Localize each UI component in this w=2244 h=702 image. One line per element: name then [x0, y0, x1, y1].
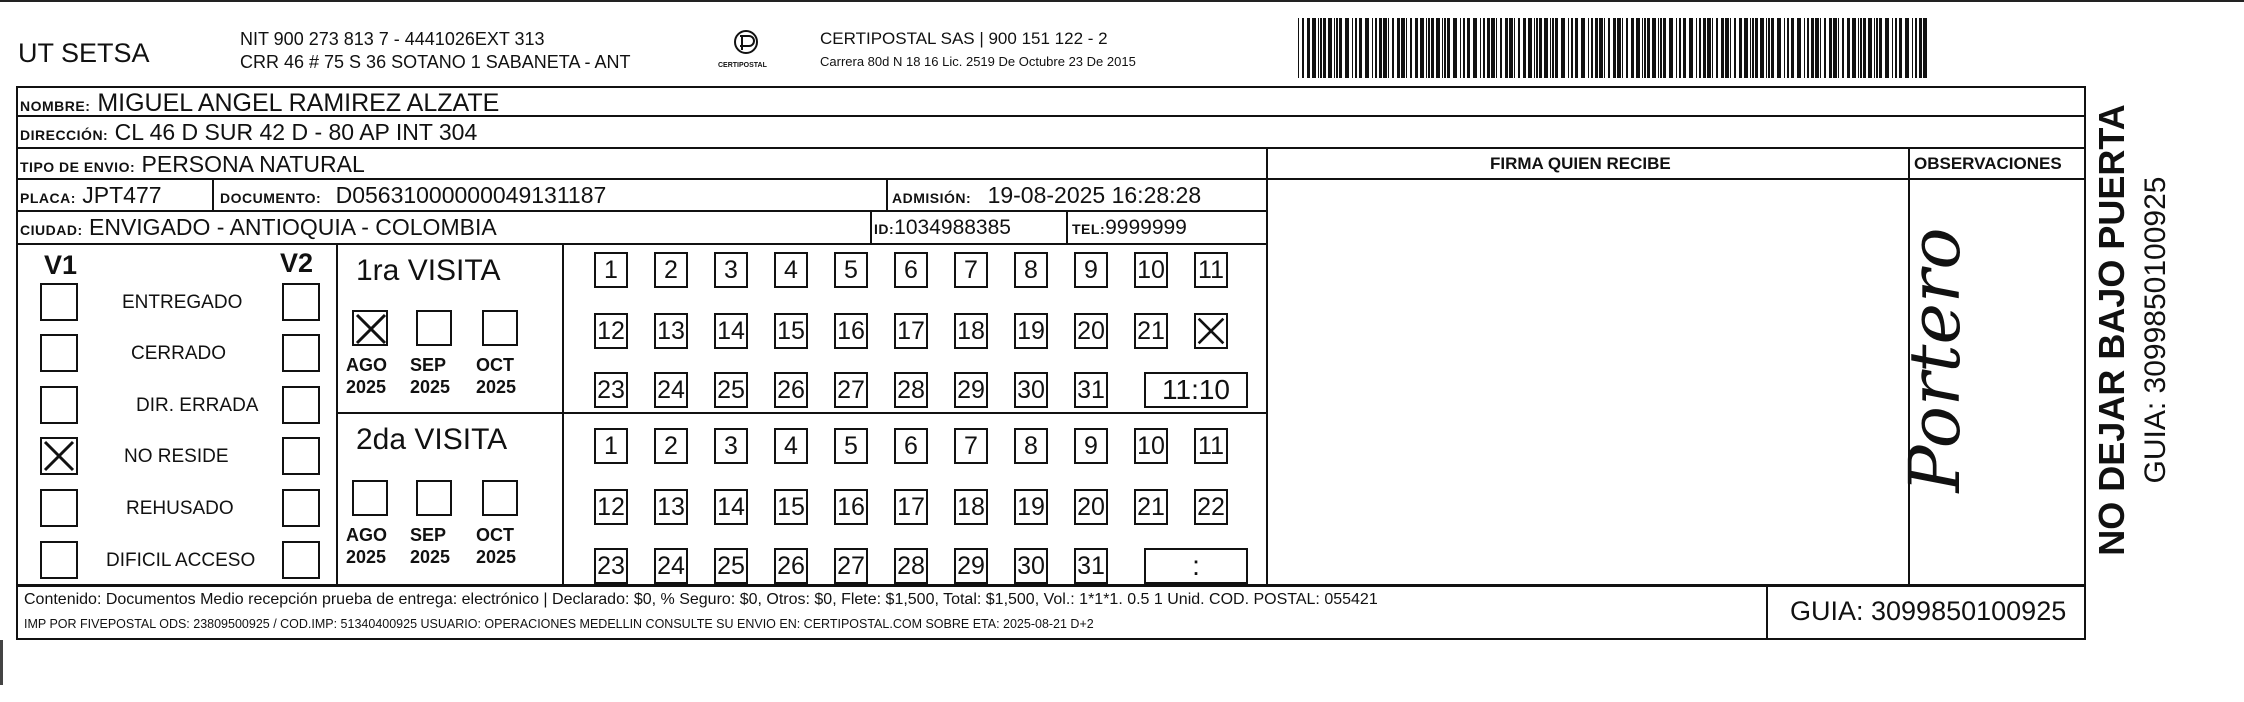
barcode-bar	[1787, 18, 1789, 78]
day-box-7[interactable]: 7	[954, 428, 988, 464]
day-box-8[interactable]: 8	[1014, 252, 1048, 288]
time-box[interactable]: :	[1144, 548, 1248, 584]
barcode-bar	[1480, 18, 1481, 78]
day-box-2[interactable]: 2	[654, 428, 688, 464]
day-box-17[interactable]: 17	[894, 489, 928, 525]
barcode-bar	[1375, 18, 1377, 78]
barcode-bar	[1500, 18, 1502, 78]
no-dejar-notice: NO DEJAR BAJO PUERTA	[2091, 104, 2132, 556]
barcode-bar	[1318, 18, 1319, 78]
barcode-bar	[1919, 18, 1922, 78]
barcode-bar	[1760, 18, 1764, 78]
barcode-bar	[1663, 18, 1666, 78]
barcode-bar	[1858, 18, 1859, 78]
status-v1-checkbox[interactable]	[40, 283, 78, 321]
day-box-18[interactable]: 18	[954, 313, 988, 349]
barcode-bar	[1807, 18, 1809, 78]
visit2-title: 2da VISITA	[356, 423, 508, 456]
day-box-26[interactable]: 26	[774, 372, 808, 408]
barcode-bar	[1426, 18, 1427, 78]
barcode-bar	[1307, 18, 1310, 78]
barcode-bar	[1312, 18, 1316, 78]
nombre-label: NOMBRE:	[20, 98, 91, 114]
month-checkbox-oct[interactable]	[482, 480, 518, 516]
observaciones-handwriting: Portero	[1894, 227, 1976, 493]
barcode-bar	[1496, 18, 1497, 78]
barcode-bar	[1852, 18, 1856, 78]
day-box-1[interactable]: 1	[594, 428, 628, 464]
day-box-12[interactable]: 12	[594, 313, 628, 349]
barcode	[1298, 18, 1934, 78]
barcode-bar	[1487, 18, 1490, 78]
day-box-25[interactable]: 25	[714, 372, 748, 408]
barcode-bar	[1636, 18, 1640, 78]
day-box-21[interactable]: 21	[1134, 313, 1168, 349]
barcode-bar	[1460, 18, 1461, 78]
day-box-3[interactable]: 3	[714, 252, 748, 288]
day-box-14[interactable]: 14	[714, 489, 748, 525]
day-box-31[interactable]: 31	[1074, 548, 1108, 584]
barcode-bar	[1905, 18, 1909, 78]
status-label: NO RESIDE	[124, 446, 229, 467]
year-label: 2025	[346, 377, 387, 397]
barcode-bar	[1359, 18, 1362, 78]
month-label: SEP	[410, 355, 447, 375]
firma-header: FIRMA QUIEN RECIBE	[1490, 154, 1671, 173]
barcode-bar	[1415, 18, 1418, 78]
year-label: 2025	[476, 377, 517, 397]
day-box-24[interactable]: 24	[654, 372, 688, 408]
nombre-value: MIGUEL ANGEL RAMIREZ ALZATE	[97, 89, 500, 117]
status-v1-checkbox[interactable]	[40, 386, 78, 424]
barcode-bar	[1712, 18, 1713, 78]
barcode-bar	[1755, 18, 1758, 78]
barcode-bar	[1550, 18, 1551, 78]
day-box-14[interactable]: 14	[714, 313, 748, 349]
v1-header: V1	[44, 250, 78, 280]
status-v1-checkbox[interactable]	[40, 541, 78, 579]
barcode-bar	[1703, 18, 1706, 78]
barcode-bar	[1406, 18, 1407, 78]
barcode-bar	[1323, 18, 1326, 78]
barcode-bar	[1334, 18, 1335, 78]
barcode-bar	[1483, 18, 1485, 78]
barcode-bar	[1766, 18, 1767, 78]
barcode-bar	[1699, 18, 1701, 78]
day-box-4[interactable]: 4	[774, 252, 808, 288]
barcode-bar	[1608, 18, 1610, 78]
barcode-bar	[1509, 18, 1513, 78]
barcode-bar	[1588, 18, 1589, 78]
barcode-bar	[1829, 18, 1832, 78]
day-box-16[interactable]: 16	[834, 489, 868, 525]
barcode-bar	[1491, 18, 1495, 78]
barcode-bar	[1379, 18, 1382, 78]
barcode-bar	[1591, 18, 1593, 78]
day-box-7[interactable]: 7	[954, 252, 988, 288]
day-box-29[interactable]: 29	[954, 372, 988, 408]
barcode-bar	[1860, 18, 1862, 78]
day-box-22[interactable]: 22	[1194, 489, 1228, 525]
barcode-bar	[1750, 18, 1751, 78]
barcode-bar	[1833, 18, 1837, 78]
year-label: 2025	[346, 547, 387, 567]
barcode-bar	[1784, 18, 1785, 78]
day-box-20[interactable]: 20	[1074, 313, 1108, 349]
barcode-bar	[1428, 18, 1430, 78]
side-guia: GUIA: 3099850100925	[2139, 176, 2172, 484]
barcode-bar	[1658, 18, 1659, 78]
day-box-8[interactable]: 8	[1014, 428, 1048, 464]
day-box-5[interactable]: 5	[834, 428, 868, 464]
status-label: ENTREGADO	[122, 292, 243, 313]
status-v2-checkbox[interactable]	[282, 386, 320, 424]
barcode-bar	[1555, 18, 1558, 78]
documento-label: DOCUMENTO:	[220, 190, 322, 206]
admision-label: ADMISIÓN:	[892, 190, 972, 206]
barcode-bar	[1302, 18, 1304, 78]
ciudad-label: CIUDAD:	[20, 222, 83, 238]
barcode-bar	[1734, 18, 1736, 78]
footer-contenido: Contenido: Documentos Medio recepción prueba de entrega: electrónico | Declarado: $0, % Seguro: $0, Otros: $0, Flete: $1,500, Total: $1,500, Vol.: 1*1*1. 0.5 1 Unid. COD. POSTAL: 055421	[24, 591, 1378, 608]
ciudad-value: ENVIGADO - ANTIOQUIA - COLOMBIA	[89, 214, 497, 240]
month-checkbox-oct[interactable]	[482, 310, 518, 346]
status-v1-checkbox[interactable]	[40, 489, 78, 527]
day-box-18[interactable]: 18	[954, 489, 988, 525]
barcode-bar	[1876, 18, 1878, 78]
tipo-envio-value: PERSONA NATURAL	[141, 151, 365, 177]
barcode-bar	[1868, 18, 1872, 78]
barcode-bar	[1797, 18, 1801, 78]
day-box-6[interactable]: 6	[894, 428, 928, 464]
barcode-bar	[1568, 18, 1569, 78]
direccion-label: DIRECCIÓN:	[20, 127, 109, 143]
barcode-bar	[1863, 18, 1866, 78]
company-name: UT SETSA	[18, 38, 150, 68]
barcode-bar	[1811, 18, 1814, 78]
barcode-bar	[1453, 18, 1457, 78]
barcode-bar	[1874, 18, 1875, 78]
barcode-bar	[1804, 18, 1805, 78]
year-label: 2025	[410, 377, 451, 397]
placa-label: PLACA:	[20, 190, 76, 206]
barcode-bar	[1730, 18, 1731, 78]
barcode-bar	[1744, 18, 1748, 78]
barcode-bar	[1298, 18, 1299, 78]
day-box-12[interactable]: 12	[594, 489, 628, 525]
barcode-bar	[1320, 18, 1322, 78]
barcode-bar	[1534, 18, 1535, 78]
day-box-19[interactable]: 19	[1014, 313, 1048, 349]
day-box-28[interactable]: 28	[894, 372, 928, 408]
scan-top-edge	[0, 0, 2244, 2]
status-label: CERRADO	[131, 343, 227, 364]
day-box-17[interactable]: 17	[894, 313, 928, 349]
year-label: 2025	[410, 547, 451, 567]
barcode-bar	[1707, 18, 1711, 78]
day-box-23[interactable]: 23	[594, 372, 628, 408]
x-mark-icon	[1196, 314, 1226, 348]
barcode-bar	[1431, 18, 1434, 78]
day-box-30[interactable]: 30	[1014, 548, 1048, 584]
day-box-19[interactable]: 19	[1014, 489, 1048, 525]
month-checkbox-sep[interactable]	[416, 310, 452, 346]
day-box-6[interactable]: 6	[894, 252, 928, 288]
status-label: DIFICIL ACCESO	[106, 550, 256, 571]
day-box-29[interactable]: 29	[954, 548, 988, 584]
barcode-bar	[1410, 18, 1412, 78]
day-box-10[interactable]: 10	[1134, 252, 1168, 288]
barcode-bar	[1392, 18, 1394, 78]
barcode-bar	[1652, 18, 1656, 78]
barcode-bar	[1383, 18, 1387, 78]
barcode-bar	[1505, 18, 1508, 78]
barcode-bar	[1365, 18, 1369, 78]
barcode-bar	[1915, 18, 1917, 78]
barcode-bar	[1444, 18, 1446, 78]
barcode-bar	[1544, 18, 1548, 78]
barcode-bar	[1617, 18, 1621, 78]
barcode-bar	[1842, 18, 1844, 78]
barcode-bar	[1669, 18, 1673, 78]
month-checkbox-sep[interactable]	[416, 480, 452, 516]
barcode-bar	[1397, 18, 1400, 78]
day-box-21[interactable]: 21	[1134, 489, 1168, 525]
status-v2-checkbox[interactable]	[282, 437, 320, 475]
address-line: CRR 46 # 75 S 36 SOTANO 1 SABANETA - ANT	[240, 52, 631, 72]
barcode-bar	[1581, 18, 1585, 78]
barcode-bar	[1892, 18, 1893, 78]
barcode-bar	[1689, 18, 1693, 78]
day-box-1[interactable]: 1	[594, 252, 628, 288]
certipostal-line2: Carrera 80d N 18 16 Lic. 2519 De Octubre 23 De 2015	[820, 54, 1136, 69]
barcode-bar	[1683, 18, 1686, 78]
barcode-bar	[1679, 18, 1681, 78]
logo-caption: CERTIPOSTAL	[718, 62, 767, 69]
barcode-bar	[1595, 18, 1598, 78]
day-box-26[interactable]: 26	[774, 548, 808, 584]
footer-guia: GUIA: 3099850100925	[1790, 596, 2067, 626]
month-label: SEP	[410, 525, 447, 545]
barcode-bar	[1899, 18, 1902, 78]
barcode-bar	[1647, 18, 1650, 78]
day-box-30[interactable]: 30	[1014, 372, 1048, 408]
barcode-bar	[1644, 18, 1646, 78]
tel-label: TEL:	[1072, 221, 1106, 237]
barcode-bar	[1575, 18, 1578, 78]
day-box-3[interactable]: 3	[714, 428, 748, 464]
status-label: DIR. ERRADA	[136, 395, 259, 416]
barcode-bar	[1388, 18, 1389, 78]
barcode-bar	[1518, 18, 1520, 78]
admision-value: 19-08-2025 16:28:28	[987, 182, 1202, 208]
day-box-2[interactable]: 2	[654, 252, 688, 288]
barcode-bar	[1372, 18, 1373, 78]
barcode-bar	[1725, 18, 1729, 78]
day-box-25[interactable]: 25	[714, 548, 748, 584]
x-mark-icon	[354, 312, 388, 346]
v2-header: V2	[280, 248, 314, 278]
day-box-22[interactable]	[1194, 313, 1228, 349]
id-label: ID:	[874, 221, 895, 237]
day-box-20[interactable]: 20	[1074, 489, 1108, 525]
barcode-bar	[1552, 18, 1554, 78]
tel-value: 9999999	[1105, 216, 1187, 239]
barcode-bar	[1473, 18, 1477, 78]
barcode-bar	[1791, 18, 1794, 78]
barcode-bar	[1339, 18, 1342, 78]
barcode-bar	[1771, 18, 1774, 78]
placa-value: JPT477	[82, 182, 162, 208]
barcode-bar	[1824, 18, 1826, 78]
month-checkbox-ago[interactable]	[352, 480, 388, 516]
status-v2-checkbox[interactable]	[282, 489, 320, 527]
month-label: AGO	[346, 525, 388, 545]
barcode-bar	[1420, 18, 1424, 78]
visit1-title: 1ra VISITA	[356, 254, 501, 287]
barcode-bar	[1604, 18, 1605, 78]
month-label: OCT	[476, 525, 514, 545]
day-box-10[interactable]: 10	[1134, 428, 1168, 464]
barcode-bar	[1613, 18, 1616, 78]
day-box-15[interactable]: 15	[774, 313, 808, 349]
barcode-bar	[1561, 18, 1565, 78]
time-box[interactable]: 11:10	[1144, 372, 1248, 408]
day-box-24[interactable]: 24	[654, 548, 688, 584]
barcode-bar	[1721, 18, 1724, 78]
barcode-bar	[1752, 18, 1754, 78]
id-value: 1034988385	[894, 216, 1011, 239]
barcode-bar	[1739, 18, 1742, 78]
barcode-bar	[1345, 18, 1349, 78]
barcode-bar	[1777, 18, 1781, 78]
barcode-bar	[1447, 18, 1450, 78]
scan-edge-mark	[0, 640, 3, 685]
barcode-bar	[1885, 18, 1889, 78]
day-box-5[interactable]: 5	[834, 252, 868, 288]
day-box-27[interactable]: 27	[834, 372, 868, 408]
barcode-bar	[1631, 18, 1634, 78]
barcode-bar	[1436, 18, 1440, 78]
status-v1-checkbox[interactable]	[40, 334, 78, 372]
barcode-bar	[1352, 18, 1353, 78]
barcode-bar	[1467, 18, 1470, 78]
barcode-bar	[1539, 18, 1542, 78]
day-box-13[interactable]: 13	[654, 313, 688, 349]
barcode-bar	[1442, 18, 1443, 78]
barcode-bar	[1838, 18, 1839, 78]
barcode-bar	[1622, 18, 1623, 78]
day-box-13[interactable]: 13	[654, 489, 688, 525]
status-v2-checkbox[interactable]	[282, 283, 320, 321]
day-box-11[interactable]: 11	[1194, 428, 1228, 464]
barcode-bar	[1626, 18, 1628, 78]
barcode-bar	[1514, 18, 1515, 78]
barcode-bar	[1328, 18, 1332, 78]
status-v2-checkbox[interactable]	[282, 334, 320, 372]
day-box-27[interactable]: 27	[834, 548, 868, 584]
barcode-bar	[1676, 18, 1677, 78]
barcode-bar	[1536, 18, 1538, 78]
barcode-bar	[1847, 18, 1850, 78]
month-label: OCT	[476, 355, 514, 375]
barcode-bar	[1355, 18, 1357, 78]
documento-value: D05631000000049131187	[335, 182, 607, 208]
day-box-11[interactable]: 11	[1194, 252, 1228, 288]
status-label: REHUSADO	[126, 498, 234, 519]
barcode-bar	[1820, 18, 1821, 78]
barcode-bar	[1696, 18, 1697, 78]
barcode-bar	[1571, 18, 1573, 78]
day-box-15[interactable]: 15	[774, 489, 808, 525]
barcode-bar	[1523, 18, 1526, 78]
day-box-9[interactable]: 9	[1074, 252, 1108, 288]
barcode-bar	[1768, 18, 1770, 78]
barcode-bar	[1879, 18, 1882, 78]
status-v2-checkbox[interactable]	[282, 541, 320, 579]
month-label: AGO	[346, 355, 388, 375]
barcode-bar	[1642, 18, 1643, 78]
x-mark-icon	[42, 439, 76, 473]
day-box-16[interactable]: 16	[834, 313, 868, 349]
barcode-bar	[1599, 18, 1603, 78]
barcode-bar	[1660, 18, 1662, 78]
barcode-bar	[1336, 18, 1338, 78]
day-box-9[interactable]: 9	[1074, 428, 1108, 464]
barcode-bar	[1528, 18, 1532, 78]
nit-line: NIT 900 273 813 7 - 4441026EXT 313	[240, 29, 545, 49]
day-box-28[interactable]: 28	[894, 548, 928, 584]
barcode-bar	[1815, 18, 1819, 78]
direccion-value: CL 46 D SUR 42 D - 80 AP INT 304	[114, 119, 478, 145]
observaciones-header: OBSERVACIONES	[1914, 154, 2062, 173]
barcode-bar	[1401, 18, 1405, 78]
status-v1-checkbox[interactable]	[40, 437, 78, 475]
barcode-bar	[1923, 18, 1927, 78]
month-checkbox-ago[interactable]	[352, 310, 388, 346]
footer-imp: IMP POR FIVEPOSTAL ODS: 23809500925 / COD.IMP: 51340400925 USUARIO: OPERACIONES MEDELLIN CONSULTE SU ENVIO EN: CERTIPOSTAL.COM SOBRE ETA: 2025-08-21 D+2	[24, 617, 1094, 631]
certipostal-logo	[716, 26, 776, 74]
day-box-4[interactable]: 4	[774, 428, 808, 464]
barcode-bar	[1463, 18, 1465, 78]
certipostal-line1: CERTIPOSTAL SAS | 900 151 122 - 2	[820, 29, 1108, 48]
day-box-23[interactable]: 23	[594, 548, 628, 584]
day-box-31[interactable]: 31	[1074, 372, 1108, 408]
barcode-bar	[1716, 18, 1718, 78]
tipo-envio-label: TIPO DE ENVIO:	[20, 159, 136, 175]
year-label: 2025	[476, 547, 517, 567]
barcode-bar	[1895, 18, 1897, 78]
barcode-bar	[1912, 18, 1913, 78]
